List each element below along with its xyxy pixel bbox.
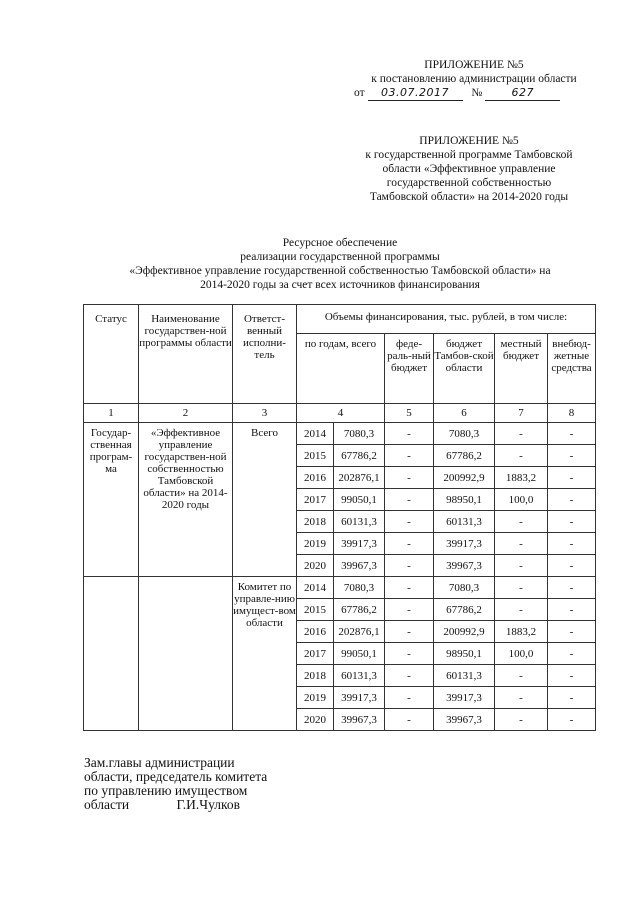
number-prefix: № [471, 87, 483, 99]
year-cell: 2015 [297, 445, 334, 467]
regional-cell: 98950,1 [434, 643, 495, 665]
appendix-header-program [344, 134, 594, 204]
local-cell: - [495, 511, 548, 533]
offbudget-cell: - [548, 555, 596, 577]
federal-cell: - [385, 665, 434, 687]
total-cell: 202876,1 [334, 621, 385, 643]
total-cell: 7080,3 [334, 423, 385, 445]
federal-cell: - [385, 687, 434, 709]
appendix-date-line [354, 86, 594, 101]
total-cell: 39967,3 [334, 555, 385, 577]
total-cell: 67786,2 [334, 445, 385, 467]
local-cell: - [495, 687, 548, 709]
local-cell: 100,0 [495, 489, 548, 511]
federal-cell: - [385, 577, 434, 599]
doc-title-line-3: «Эффективное управление государственной собственностью Тамбовской области» на [129, 265, 551, 277]
local-cell: 1883,2 [495, 621, 548, 643]
regional-cell: 39967,3 [434, 709, 495, 731]
executor-cell-total: Всего [233, 423, 297, 577]
local-cell: - [495, 599, 548, 621]
status-cell: Государ-ственная програм-ма [84, 423, 139, 577]
offbudget-cell: - [548, 467, 596, 489]
header-federal: феде-раль-ный бюджет [385, 334, 434, 404]
total-cell: 7080,3 [334, 577, 385, 599]
col-number-2: 2 [139, 404, 233, 423]
regional-cell: 98950,1 [434, 489, 495, 511]
year-cell: 2019 [297, 533, 334, 555]
col-number-6: 6 [434, 404, 495, 423]
header-volumes: Объемы финансирования, тыс. рублей, в том числе: [297, 305, 596, 334]
program-name-cell: «Эффективное управление государствен-ной собственностью Тамбовской области» на 2014-2020 годы [139, 423, 233, 577]
federal-cell: - [385, 423, 434, 445]
appendix-program-line-4: Тамбовской области» на 2014-2020 годы [369, 191, 569, 203]
table-row [84, 423, 596, 445]
signature-name: Г.И.Чулков [176, 797, 240, 812]
year-cell: 2014 [297, 423, 334, 445]
col-number-1: 1 [84, 404, 139, 423]
header-executor: Ответст-венный исполни-тель [233, 305, 297, 404]
regional-cell: 60131,3 [434, 511, 495, 533]
header-offbudget: внебюд-жетные средства [548, 334, 596, 404]
regional-cell: 200992,9 [434, 621, 495, 643]
header-regional: бюджет Тамбов-ской области [434, 334, 495, 404]
appendix-program-line-3: государственной собственностью [386, 177, 552, 189]
local-cell: - [495, 555, 548, 577]
local-cell: - [495, 533, 548, 555]
signature-block [84, 756, 267, 812]
federal-cell: - [385, 511, 434, 533]
offbudget-cell: - [548, 489, 596, 511]
total-cell: 39917,3 [334, 687, 385, 709]
federal-cell: - [385, 621, 434, 643]
federal-cell: - [385, 533, 434, 555]
header-row-1 [84, 305, 596, 334]
appendix-header-resolution [354, 58, 594, 101]
total-cell: 39967,3 [334, 709, 385, 731]
local-cell: - [495, 665, 548, 687]
offbudget-cell: - [548, 533, 596, 555]
total-cell: 60131,3 [334, 665, 385, 687]
regional-cell: 67786,2 [434, 445, 495, 467]
regional-cell: 200992,9 [434, 467, 495, 489]
date-value: 03.07.2017 [368, 86, 463, 101]
signature-line-4 [84, 798, 267, 812]
regional-cell: 39917,3 [434, 533, 495, 555]
executor-cell-committee: Комитет по управле-нию имущест-вом области [233, 577, 297, 731]
signature-line-2: области, председатель комитета [84, 769, 268, 784]
federal-cell: - [385, 599, 434, 621]
header-local: местный бюджет [495, 334, 548, 404]
total-cell: 99050,1 [334, 643, 385, 665]
column-number-row [84, 404, 596, 423]
offbudget-cell: - [548, 643, 596, 665]
total-cell: 202876,1 [334, 467, 385, 489]
col-number-8: 8 [548, 404, 596, 423]
offbudget-cell: - [548, 423, 596, 445]
header-status: Статус [84, 305, 139, 404]
header-total: по годам, всего [297, 334, 385, 404]
local-cell: - [495, 445, 548, 467]
federal-cell: - [385, 467, 434, 489]
year-cell: 2015 [297, 599, 334, 621]
federal-cell: - [385, 555, 434, 577]
offbudget-cell: - [548, 665, 596, 687]
offbudget-cell: - [548, 599, 596, 621]
table-row [84, 577, 596, 599]
federal-cell: - [385, 709, 434, 731]
local-cell: - [495, 709, 548, 731]
regional-cell: 7080,3 [434, 577, 495, 599]
status-cell-empty [84, 577, 139, 731]
offbudget-cell: - [548, 511, 596, 533]
local-cell: 1883,2 [495, 467, 548, 489]
regional-cell: 7080,3 [434, 423, 495, 445]
col-number-4: 4 [297, 404, 385, 423]
federal-cell: - [385, 489, 434, 511]
doc-title-line-2: реализации государственной программы [240, 251, 440, 263]
year-cell: 2018 [297, 665, 334, 687]
year-cell: 2017 [297, 643, 334, 665]
doc-title-line-1: Ресурсное обеспечение [282, 237, 398, 249]
year-cell: 2020 [297, 555, 334, 577]
offbudget-cell: - [548, 577, 596, 599]
appendix-program-line-1: к государственной программе Тамбовской [365, 149, 573, 161]
regional-cell: 39917,3 [434, 687, 495, 709]
signature-prefix: области [84, 797, 130, 812]
year-cell: 2018 [297, 511, 334, 533]
total-cell: 99050,1 [334, 489, 385, 511]
year-cell: 2016 [297, 621, 334, 643]
col-number-3: 3 [233, 404, 297, 423]
local-cell: - [495, 423, 548, 445]
regional-cell: 39967,3 [434, 555, 495, 577]
header-program-name: Наименование государствен-ной программы области [139, 305, 233, 404]
offbudget-cell: - [548, 687, 596, 709]
date-prefix: от [354, 87, 365, 99]
doc-title-line-4: 2014-2020 годы за счет всех источников финансирования [200, 279, 480, 291]
year-cell: 2019 [297, 687, 334, 709]
col-number-7: 7 [495, 404, 548, 423]
signature-line-3: по управлению имуществом [84, 783, 248, 798]
year-cell: 2016 [297, 467, 334, 489]
offbudget-cell: - [548, 445, 596, 467]
local-cell: - [495, 577, 548, 599]
appendix-line-1: к постановлению администрации области [371, 73, 577, 85]
appendix-title-2: ПРИЛОЖЕНИЕ №5 [419, 135, 519, 147]
year-cell: 2014 [297, 577, 334, 599]
signature-line-1: Зам.главы администрации [84, 755, 235, 770]
number-value: 627 [485, 86, 560, 101]
appendix-program-line-2: области «Эффективное управление [382, 163, 556, 175]
offbudget-cell: - [548, 709, 596, 731]
total-cell: 60131,3 [334, 511, 385, 533]
federal-cell: - [385, 643, 434, 665]
col-number-5: 5 [385, 404, 434, 423]
document-title [60, 236, 620, 292]
offbudget-cell: - [548, 621, 596, 643]
local-cell: 100,0 [495, 643, 548, 665]
year-cell: 2017 [297, 489, 334, 511]
program-name-cell-empty [139, 577, 233, 731]
regional-cell: 67786,2 [434, 599, 495, 621]
total-cell: 39917,3 [334, 533, 385, 555]
year-cell: 2020 [297, 709, 334, 731]
appendix-title-1: ПРИЛОЖЕНИЕ №5 [424, 59, 524, 71]
federal-cell: - [385, 445, 434, 467]
total-cell: 67786,2 [334, 599, 385, 621]
regional-cell: 60131,3 [434, 665, 495, 687]
funding-table [83, 304, 596, 731]
